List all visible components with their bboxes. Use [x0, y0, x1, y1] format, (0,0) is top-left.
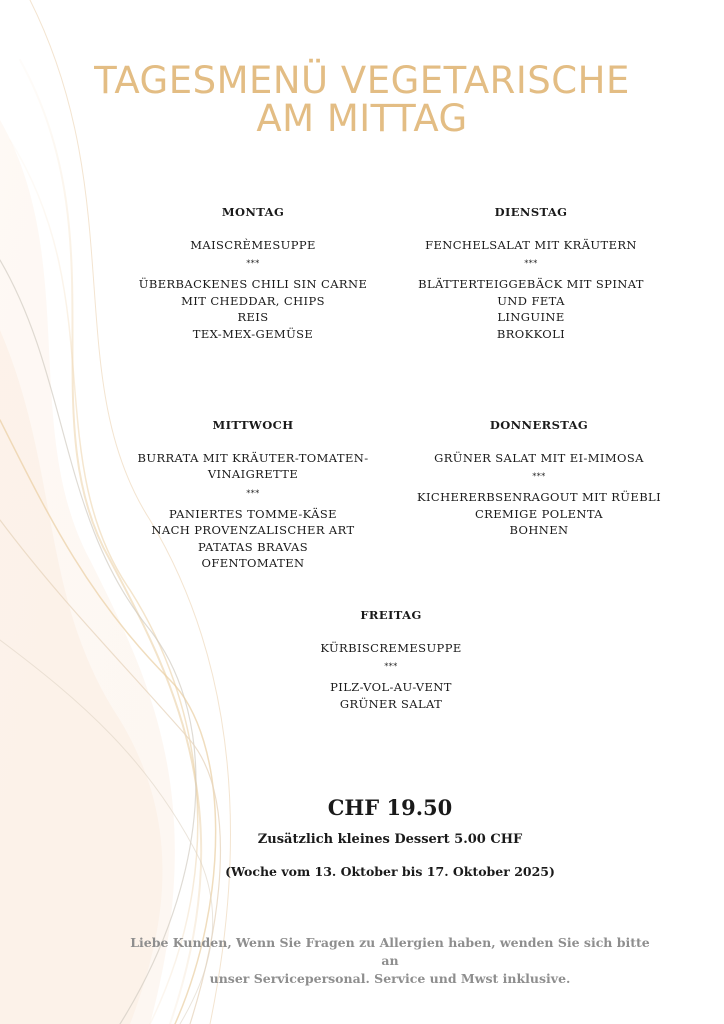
- side-dish-line: CREMIGE POLENTA: [474, 506, 603, 521]
- main-dish-line: PANIERTES TOMME-KÄSE: [169, 506, 337, 521]
- allergy-notice-line-2: unser Servicepersonal. Service und Mwst inklusive.: [209, 971, 571, 986]
- starter-dish: FENCHELSALAT MIT KRÄUTERN: [425, 237, 637, 252]
- day-name: FREITAG: [360, 608, 422, 622]
- side-dish-line: OFENTOMATEN: [201, 556, 305, 570]
- week-range: (Woche vom 13. Oktober bis 17. Oktober 2025): [225, 864, 555, 879]
- side-dish-line: REIS: [237, 310, 269, 324]
- menu-title-line-2: AM MITTAG: [256, 97, 468, 140]
- side-dish-line: BOHNEN: [509, 523, 569, 537]
- allergy-notice: [130, 934, 650, 988]
- side-dish-line: LINGUINE: [497, 310, 565, 324]
- day-block-mittwoch: [128, 417, 378, 572]
- menu-title-line-1: TAGESMENÜ VEGETARISCHE: [94, 59, 630, 102]
- course-separator: ***: [246, 488, 260, 498]
- dessert-surcharge: Zusätzlich kleines Dessert 5.00 CHF: [257, 832, 523, 847]
- menu-title: [0, 59, 724, 140]
- main-dish-line: PILZ-VOL-AU-VENT: [330, 680, 452, 694]
- day-block-dienstag: [405, 204, 657, 342]
- day-name: MITTWOCH: [212, 418, 294, 432]
- day-block-donnerstag: [405, 417, 673, 539]
- course-separator: ***: [524, 259, 538, 268]
- main-dish-line: ÜBERBACKENES CHILI SIN CARNE: [138, 277, 368, 291]
- course-separator: ***: [384, 662, 398, 671]
- side-dish-line: TEX-MEX-GEMÜSE: [192, 326, 314, 341]
- menu-price: CHF 19.50: [327, 795, 453, 820]
- day-name: DONNERSTAG: [489, 418, 589, 432]
- day-block-freitag: [266, 607, 516, 712]
- day-name: MONTAG: [221, 205, 285, 219]
- side-dish-line: BROKKOLI: [496, 326, 566, 341]
- course-separator: ***: [532, 472, 546, 481]
- starter-dish: KÜRBISCREMESUPPE: [320, 640, 462, 655]
- main-dish-line: MIT CHEDDAR, CHIPS: [181, 293, 325, 308]
- day-name: DIENSTAG: [494, 205, 568, 219]
- allergy-notice-line-1: Liebe Kunden, Wenn Sie Fragen zu Allergien haben, wenden Sie sich bitte an: [130, 935, 650, 968]
- main-dish-line: BLÄTTERTEIGGEBÄCK MIT SPINAT: [418, 277, 644, 291]
- side-dish-line: GRÜNER SALAT: [339, 696, 443, 711]
- course-separator: ***: [246, 259, 260, 268]
- main-dish-line: KICHERERBSENRAGOUT MIT RÜEBLI: [416, 490, 662, 504]
- side-dish-line: PATATAS BRAVAS: [197, 539, 309, 554]
- starter-dish: MAISCRÈMESUPPE: [190, 237, 316, 252]
- starter-dish: BURRATA MIT KRÄUTER-TOMATEN-: [137, 450, 369, 465]
- day-block-montag: [128, 204, 378, 342]
- starter-dish: VINAIGRETTE: [207, 467, 299, 481]
- starter-dish: GRÜNER SALAT MIT EI-MIMOSA: [434, 450, 644, 465]
- main-dish-line: NACH PROVENZALISCHER ART: [151, 523, 355, 537]
- main-dish-line: UND FETA: [497, 293, 565, 308]
